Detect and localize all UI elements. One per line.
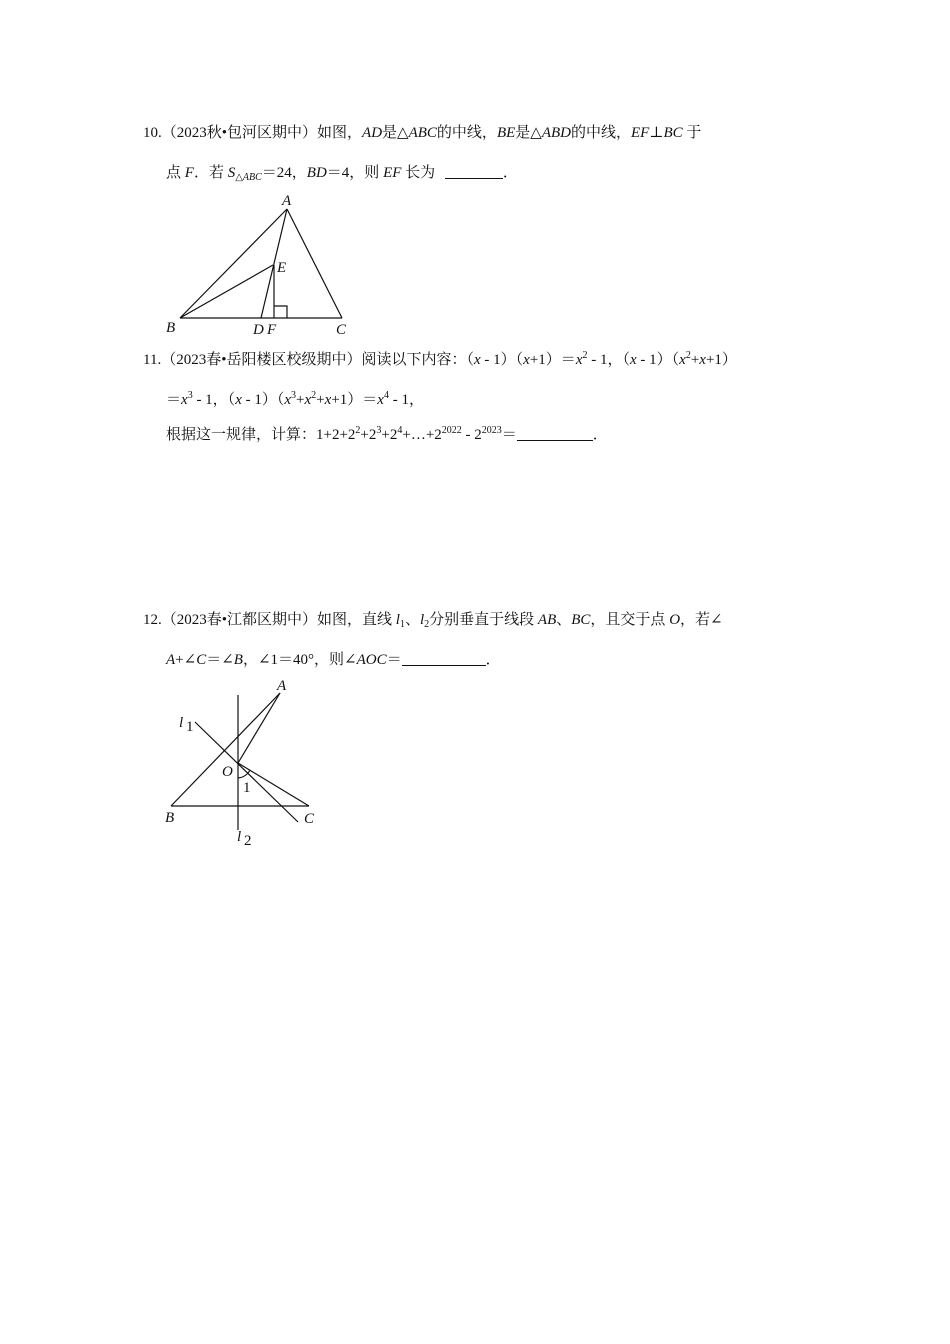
- text: +: [296, 392, 305, 408]
- exponent: 2: [685, 350, 691, 361]
- math-var: S: [227, 165, 236, 181]
- text: - 1，: [388, 392, 424, 408]
- exponent: 2: [355, 425, 361, 436]
- label-O: O: [222, 764, 233, 780]
- math-var: F: [184, 165, 194, 181]
- text: ，若∠: [680, 612, 723, 628]
- math-var: x: [377, 392, 384, 408]
- text: 于: [686, 125, 702, 141]
- text: ＝: [166, 392, 182, 408]
- exponent: 3: [376, 425, 382, 436]
- label-A: A: [282, 193, 292, 209]
- math-var: x: [181, 392, 188, 408]
- text: 阅读以下内容：: [361, 352, 467, 368]
- exponent: 2: [311, 390, 317, 401]
- text: 是△: [382, 125, 409, 141]
- math-var: x: [575, 352, 583, 368]
- math-var: BD: [306, 165, 327, 181]
- text: ＝: [386, 652, 402, 668]
- text: ⊥: [649, 125, 664, 141]
- exponent: 4: [383, 390, 389, 401]
- q12-line2: [166, 650, 501, 670]
- label-angle-1: 1: [243, 780, 251, 796]
- text: +∠: [175, 652, 197, 668]
- text: 分别垂直于线段: [429, 612, 535, 628]
- exponent: 3: [187, 390, 193, 401]
- text: +: [690, 352, 700, 368]
- math-var: l: [395, 612, 400, 628]
- text: 长为: [405, 165, 436, 181]
- math-var: AD: [362, 125, 383, 141]
- label-l2-sub: 2: [244, 833, 252, 849]
- text: 的中线，: [570, 125, 631, 141]
- text: +2: [360, 427, 377, 443]
- text: 点: [166, 165, 182, 181]
- text: +1）: [705, 352, 737, 368]
- math-var: ABC: [408, 125, 437, 141]
- answer-blank[interactable]: [517, 426, 593, 441]
- math-var: x: [284, 392, 292, 408]
- math-var: x: [629, 352, 637, 368]
- text: +1）＝: [331, 392, 378, 408]
- text: 是△: [515, 125, 542, 141]
- exponent: 2023: [481, 425, 502, 436]
- math-var: x: [474, 352, 481, 368]
- q10-number: 10.: [143, 125, 162, 141]
- math-var: AOC: [356, 652, 387, 668]
- text: 、: [404, 612, 420, 628]
- text: - 1）（: [480, 352, 524, 368]
- label-B: B: [165, 810, 175, 826]
- text: 如图，: [317, 125, 363, 141]
- math-var: x: [304, 392, 312, 408]
- q11-line3: [166, 425, 608, 445]
- text: ＝∠: [206, 652, 234, 668]
- text: ．若: [193, 165, 224, 181]
- q11-source: （2023春•岳阳楼区校级期中）: [161, 352, 362, 368]
- label-l2: l: [237, 829, 242, 845]
- math-var: A: [166, 652, 176, 668]
- text: - 2: [461, 427, 482, 443]
- exponent: 3: [291, 390, 297, 401]
- math-var: BC: [571, 612, 591, 628]
- math-var: x: [699, 352, 706, 368]
- text: ．: [485, 652, 501, 668]
- text: ＝24，: [261, 165, 307, 181]
- math-var: x: [523, 352, 530, 368]
- math-subscript: △ABC: [235, 172, 262, 183]
- math-var: l: [419, 612, 425, 628]
- label-B: B: [166, 320, 176, 336]
- text: ．: [592, 427, 608, 443]
- label-F: F: [267, 322, 277, 338]
- text: 的中线，: [436, 125, 497, 141]
- math-var: C: [196, 652, 207, 668]
- math-var: B: [233, 652, 243, 668]
- text: ．: [502, 165, 518, 181]
- q12-line1: [143, 610, 723, 630]
- text: 、: [556, 612, 572, 628]
- q12-number: 12.: [143, 612, 162, 628]
- q11-number: 11.: [143, 352, 162, 368]
- text: - 1）（: [636, 352, 680, 368]
- label-E: E: [277, 260, 287, 276]
- text: +1）＝: [529, 352, 576, 368]
- math-var: BC: [663, 125, 683, 141]
- text: +: [316, 392, 325, 408]
- q12-source: （2023春•江都区期中）: [161, 612, 318, 628]
- math-var: ABD: [541, 125, 571, 141]
- text: - 1，（: [587, 352, 630, 368]
- q10-source: （2023秋•包河区期中）: [161, 125, 318, 141]
- text: ，且交于点: [590, 612, 666, 628]
- text: 根据这一规律，计算：1+2+2: [166, 427, 356, 443]
- text: （: [466, 352, 474, 368]
- math-var: AB: [537, 612, 557, 628]
- label-C: C: [304, 811, 315, 827]
- text: 如图，直线: [317, 612, 393, 628]
- label-A: A: [277, 678, 287, 694]
- text: +2: [381, 427, 398, 443]
- q11-line2: [166, 390, 424, 410]
- math-var: BE: [496, 125, 516, 141]
- math-var: O: [669, 612, 681, 628]
- subscript: 1: [399, 619, 405, 630]
- math-var: x: [324, 392, 332, 408]
- text: ＝: [501, 427, 517, 443]
- text: ，∠1＝40°，则∠: [242, 652, 357, 668]
- math-var: EF: [383, 165, 402, 181]
- math-var: x: [235, 392, 242, 408]
- exponent: 4: [397, 425, 403, 436]
- text: - 1，（: [192, 392, 236, 408]
- math-var: x: [679, 352, 686, 368]
- exponent: 2022: [441, 425, 462, 436]
- text: - 1）（: [241, 392, 285, 408]
- subscript: 2: [424, 619, 430, 630]
- exponent: 2: [582, 350, 588, 361]
- label-l1-sub: 1: [186, 719, 194, 735]
- label-C: C: [336, 322, 347, 338]
- label-D: D: [253, 322, 264, 338]
- text: +…+2: [402, 427, 442, 443]
- math-var: EF: [631, 125, 650, 141]
- text: ＝4，则: [326, 165, 380, 181]
- label-l1: l: [179, 715, 184, 731]
- answer-blank[interactable]: [402, 651, 486, 666]
- q11-line1: [143, 350, 737, 370]
